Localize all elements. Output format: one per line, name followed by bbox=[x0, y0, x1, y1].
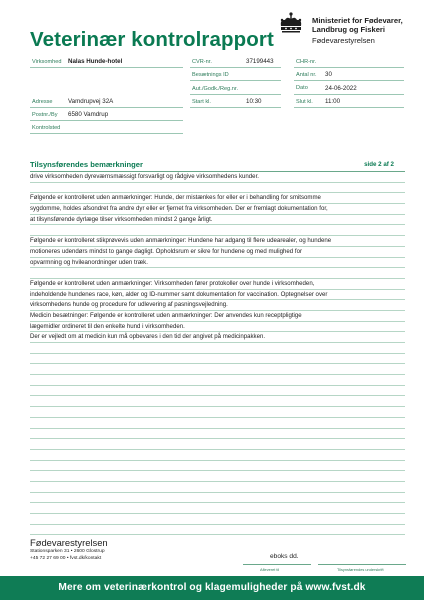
antal-line bbox=[294, 80, 404, 81]
besaetning-line bbox=[190, 80, 281, 81]
slut-line bbox=[294, 107, 404, 108]
virksomhed-value: Nalas Hunde-hotel bbox=[68, 58, 123, 65]
remark-line bbox=[30, 461, 405, 472]
adresse-line bbox=[30, 107, 183, 108]
adresse-label: Adresse bbox=[32, 99, 53, 105]
postnr-line bbox=[30, 120, 183, 121]
ministry-name: Ministeriet for Fødevarer, Landbrug og Fiskeri bbox=[312, 16, 403, 35]
remark-line bbox=[30, 375, 405, 386]
remark-line bbox=[30, 471, 405, 482]
remark-line bbox=[30, 268, 405, 279]
dato-label: Dato bbox=[296, 85, 308, 91]
start-label: Start kl. bbox=[192, 99, 211, 105]
remark-line bbox=[30, 525, 405, 536]
remark-line bbox=[30, 386, 405, 397]
kontrolsted-line bbox=[30, 133, 183, 134]
remark-line bbox=[30, 482, 405, 493]
delivered-to-line bbox=[243, 564, 311, 565]
remark-line: Følgende er kontrolleret stikprøvevis uden anmærkninger: Hundene har adgang til flere udearealer, og hundene bbox=[30, 236, 405, 247]
aut-label: Aut./Godk./Reg.nr. bbox=[192, 86, 239, 92]
report-title: Veterinær kontrolrapport bbox=[30, 28, 274, 51]
remark-line bbox=[30, 343, 405, 354]
besaetning-label: Besætnings ID bbox=[192, 72, 229, 78]
remark-line bbox=[30, 407, 405, 418]
footer-agency: Fødevarestyrelsen bbox=[30, 537, 108, 548]
remarks-lines bbox=[30, 172, 405, 535]
remark-line: virksomhedens hunde og procedure for udlevering af pasningsvejledning. bbox=[30, 300, 405, 311]
slut-label: Slut kl. bbox=[296, 99, 313, 105]
remark-line bbox=[30, 439, 405, 450]
royal-crown-icon bbox=[278, 12, 304, 42]
start-line bbox=[190, 107, 281, 108]
cvr-label: CVR-nr. bbox=[192, 59, 212, 65]
remark-line: indeholdende hundenes race, køn, alder og ID-nummer samt dokumentation for vaccination. Optegnelser over bbox=[30, 290, 405, 301]
remark-line: Følgende er kontrolleret uden anmærkninger: Hunde, der mistænkes for eller er i behandling for smitsomme bbox=[30, 193, 405, 204]
remark-line bbox=[30, 354, 405, 365]
remark-line: lægemidler ordineret til den enkelte hund i virksomheden. bbox=[30, 322, 405, 333]
signature-label: Tilsynsførendes underskrift bbox=[337, 567, 384, 572]
eboks-date: eboks dd. bbox=[270, 553, 299, 560]
slut-value: 11:00 bbox=[325, 98, 341, 105]
delivered-to-label: Afleveret til bbox=[260, 567, 280, 572]
virksomhed-line bbox=[30, 67, 183, 68]
adresse-value: Vamdrupvej 32A bbox=[68, 98, 114, 105]
remark-line bbox=[30, 429, 405, 440]
remark-line bbox=[30, 396, 405, 407]
start-value: 10:30 bbox=[246, 98, 262, 105]
chr-label: CHR-nr. bbox=[296, 59, 317, 65]
footer-address: Stationsparken 31 • 2600 Glostrup +45 72 27 69 00 • fvst.dk/kontakt bbox=[30, 549, 105, 561]
chr-line bbox=[294, 67, 404, 68]
agency-name: Fødevarestyrelsen bbox=[312, 36, 375, 45]
aut-line bbox=[190, 94, 281, 95]
cvr-line bbox=[190, 67, 281, 68]
remark-line: sygdomme, holdes afsondret fra andre dyr eller er fjernet fra virksomheden. Der er fremlagt dokumentation for, bbox=[30, 204, 405, 215]
remark-line: at tilsynsførende dyrlæge tilser virksomheden mindst 2 gange årligt. bbox=[30, 215, 405, 226]
remark-line bbox=[30, 450, 405, 461]
remark-line: opvarmning og hvileanordninger uden træk. bbox=[30, 258, 405, 269]
remark-line: drive virksomheden dyreværnsmæssigt forsvarligt og rådgive virksomhedens kunder. bbox=[30, 172, 405, 183]
remark-line bbox=[30, 364, 405, 375]
remark-line bbox=[30, 225, 405, 236]
remark-line bbox=[30, 493, 405, 504]
postnr-label: Postnr./By bbox=[32, 112, 58, 118]
remark-line: Der er vejledt om at medicin kun må opbevares i den tid der angivet på medicinpakken. bbox=[30, 332, 405, 343]
antal-label: Antal nr. bbox=[296, 72, 317, 78]
remark-line bbox=[30, 503, 405, 514]
info-banner: Mere om veterinærkontrol og klagemuligheder på www.fvst.dk bbox=[0, 576, 424, 600]
dato-line bbox=[294, 94, 404, 95]
virksomhed-label: Virksomhed bbox=[32, 59, 62, 65]
remark-line: Følgende er kontrolleret uden anmærkninger: Virksomheden fører protokoller over hunde i virksomheden, bbox=[30, 279, 405, 290]
page-number: side 2 af 2 bbox=[364, 161, 394, 168]
dato-value: 24-06-2022 bbox=[325, 85, 357, 92]
remark-line: motioneres udendørs mindst to gange dagligt. Opholdsrum er sikre for hundene og med mulighed for bbox=[30, 247, 405, 258]
remark-line bbox=[30, 418, 405, 429]
signature-line bbox=[318, 564, 406, 565]
remarks-heading: Tilsynsførendes bemærkninger bbox=[30, 160, 143, 169]
antal-value: 30 bbox=[325, 71, 332, 78]
postnr-value: 6580 Vamdrup bbox=[68, 111, 109, 118]
remark-line: Medicin besætninger: Følgende er kontrolleret uden anmærkninger: Der anvendes kun receptpligtige bbox=[30, 311, 405, 322]
cvr-value: 37199443 bbox=[246, 58, 274, 65]
kontrolsted-label: Kontrolsted bbox=[32, 125, 61, 131]
remark-line bbox=[30, 183, 405, 194]
remark-line bbox=[30, 514, 405, 525]
